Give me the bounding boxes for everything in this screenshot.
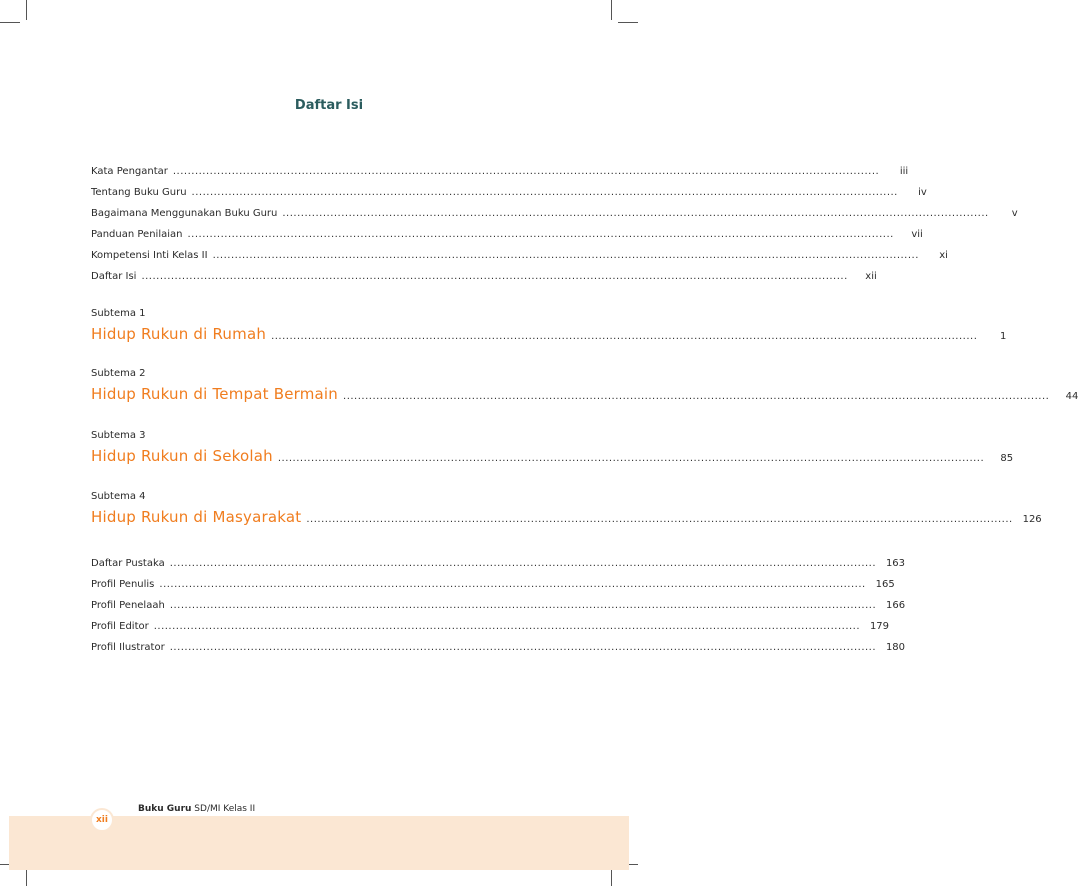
toc-label: Daftar Isi	[91, 271, 137, 282]
toc-leader: ................................................................................................................................................................................................	[153, 621, 861, 632]
toc-row[interactable]	[91, 633, 906, 654]
crop-mark	[618, 22, 638, 23]
toc-leader: ................................................................................................................................................................................................	[172, 166, 880, 177]
subtheme-row[interactable]	[91, 504, 1042, 526]
toc-leader: ................................................................................................................................................................................................	[191, 187, 898, 198]
toc-label: Kompetensi Inti Kelas II	[91, 250, 208, 261]
toc-subtheme-1	[91, 307, 1007, 343]
toc-leader: ................................................................................................................................................................................................	[212, 250, 919, 261]
toc-subtheme-4	[91, 490, 1042, 526]
toc-label: Tentang Buku Guru	[91, 187, 187, 198]
toc-leader: ................................................................................................................................................................................................	[169, 642, 877, 653]
subtheme-title: Hidup Rukun di Masyarakat	[91, 508, 302, 526]
toc-leader: ................................................................................................................................................................................................	[169, 600, 877, 611]
footer-book-bold: Buku Guru	[138, 804, 192, 814]
toc-page: 166	[886, 600, 906, 611]
toc-row[interactable]	[91, 570, 895, 591]
subtheme-row[interactable]	[91, 443, 1014, 465]
toc-label: Profil Ilustrator	[91, 642, 165, 653]
crop-mark	[26, 0, 27, 20]
crop-mark	[611, 0, 612, 20]
toc-row[interactable]	[91, 220, 923, 241]
toc-page: iv	[918, 187, 927, 198]
toc-page: xi	[939, 250, 948, 261]
toc-row[interactable]	[91, 591, 906, 612]
crop-mark	[0, 22, 20, 23]
footer-book-title	[138, 804, 255, 814]
toc-subtheme-2	[91, 367, 1078, 403]
toc-label: Kata Pengantar	[91, 166, 168, 177]
toc-leader: ................................................................................................................................................................................................	[159, 579, 866, 590]
toc-row[interactable]	[91, 157, 909, 178]
toc-leader: ................................................................................................................................................................................................	[282, 208, 989, 219]
toc-leader: ................................................................................................................................................................................................	[187, 229, 894, 240]
toc-page: 165	[875, 579, 895, 590]
subtheme-title: Hidup Rukun di Sekolah	[91, 447, 273, 465]
toc-page: 85	[1000, 453, 1014, 464]
toc-subtheme-3	[91, 429, 1014, 465]
toc-label: Bagaimana Menggunakan Buku Guru	[91, 208, 278, 219]
toc-page: 163	[885, 558, 906, 569]
toc-leader: ................................................................................................................................................................................................	[277, 453, 985, 464]
toc-page: vii	[911, 229, 923, 240]
toc-leader: ................................................................................................................................................................................................	[343, 391, 1050, 402]
toc-page: 180	[885, 642, 906, 653]
toc-label: Daftar Pustaka	[91, 558, 165, 569]
page-number: xii	[96, 815, 108, 825]
toc-leader: ................................................................................................................................................................................................	[169, 558, 877, 569]
toc-row[interactable]	[91, 241, 948, 262]
subtheme-label: Subtema 3	[91, 430, 146, 441]
toc-leader: ................................................................................................................................................................................................	[141, 271, 848, 282]
toc-label: Profil Penulis	[91, 579, 155, 590]
toc-page: v	[1011, 208, 1018, 219]
subtheme-label: Subtema 1	[91, 308, 146, 319]
toc-row[interactable]	[91, 178, 927, 199]
toc-page: 1	[1000, 331, 1007, 342]
toc-row[interactable]	[91, 612, 890, 633]
page-number-badge	[90, 808, 114, 832]
subtheme-title: Hidup Rukun di Rumah	[91, 325, 267, 343]
subtheme-row[interactable]	[91, 321, 1007, 343]
subtheme-label: Subtema 4	[91, 491, 146, 502]
page-title-wrap	[0, 94, 638, 113]
toc-page: 179	[869, 621, 890, 632]
toc-row[interactable]	[91, 199, 1018, 220]
toc-leader: ................................................................................................................................................................................................	[271, 331, 978, 342]
toc-page: 44	[1065, 391, 1078, 402]
footer-book-rest: SD/MI Kelas II	[191, 804, 256, 814]
toc-leader: ................................................................................................................................................................................................	[306, 514, 1013, 525]
subtheme-title: Hidup Rukun di Tempat Bermain	[91, 385, 339, 403]
subtheme-row[interactable]	[91, 381, 1078, 403]
toc-label: Profil Editor	[91, 621, 149, 632]
page-title: Daftar Isi	[294, 98, 364, 113]
toc-label: Panduan Penilaian	[91, 229, 183, 240]
toc-front-matter	[91, 157, 1018, 283]
subtheme-label: Subtema 2	[91, 368, 146, 379]
toc-page: 126	[1022, 514, 1042, 525]
toc-back-matter	[91, 549, 906, 654]
toc-row[interactable]	[91, 549, 906, 570]
toc-page: xii	[865, 271, 877, 282]
toc-row[interactable]	[91, 262, 877, 283]
toc-label: Profil Penelaah	[91, 600, 165, 611]
toc-page: iii	[899, 166, 909, 177]
